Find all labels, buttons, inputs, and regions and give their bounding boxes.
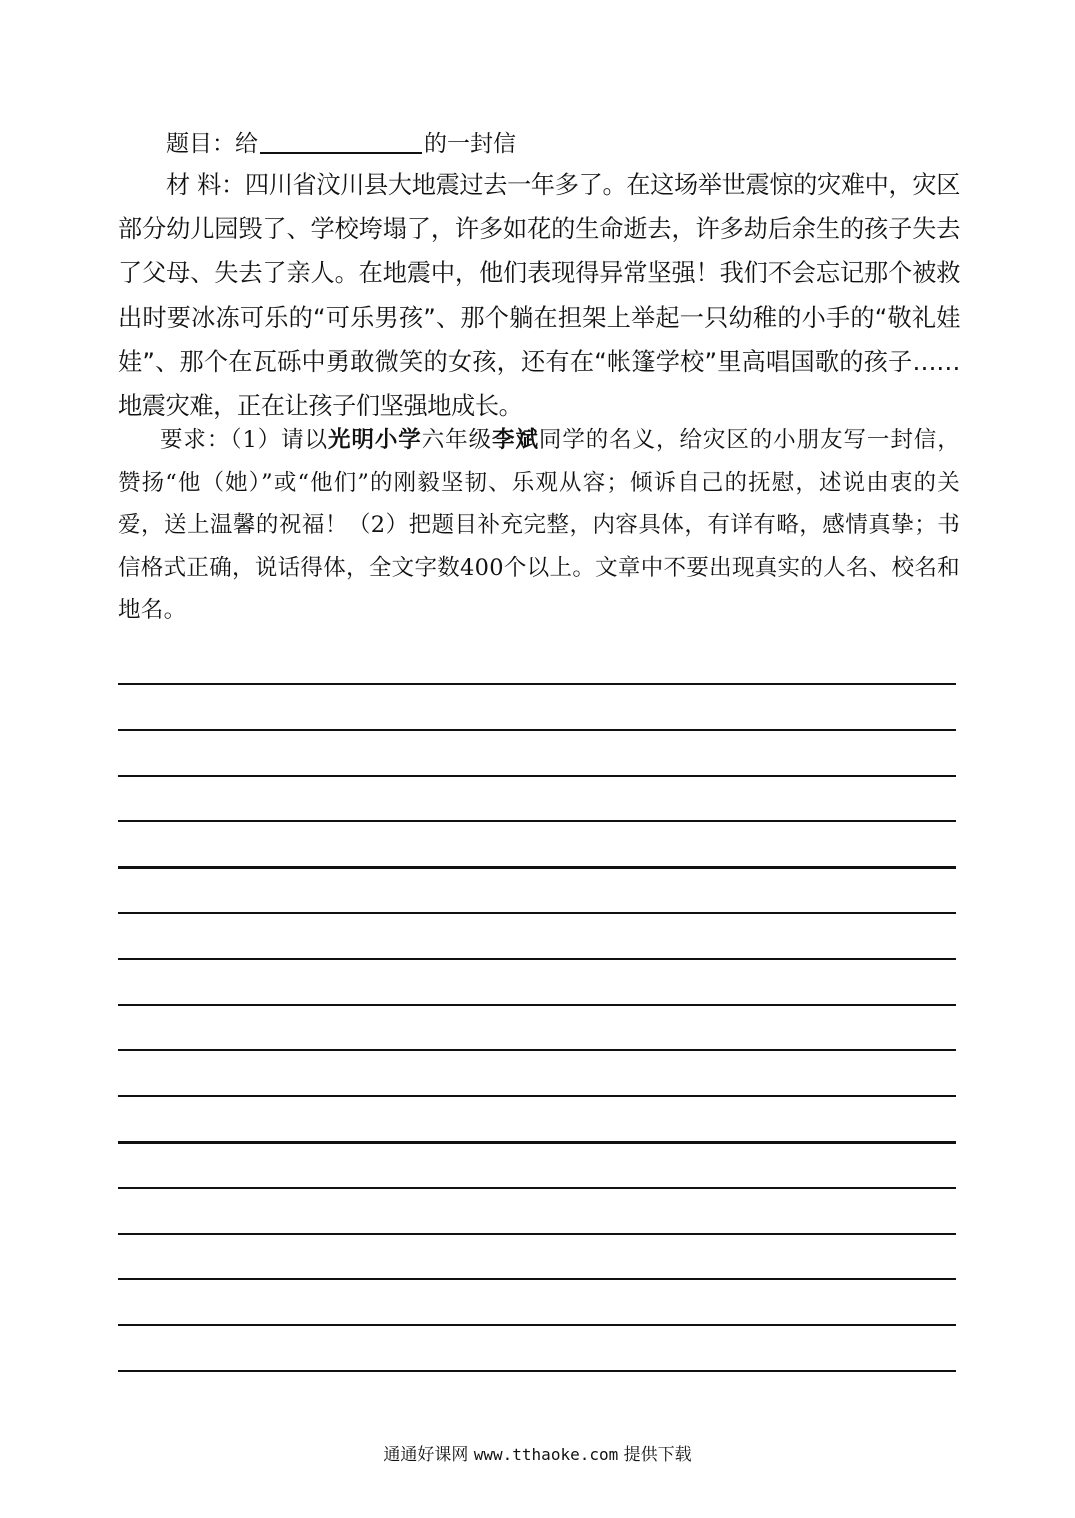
- footer-url: www.tthaoke.com: [473, 1445, 619, 1464]
- footer: [0, 1443, 1075, 1467]
- requirement-part2: 六年级: [421, 427, 493, 453]
- title-prefix: 题目：给: [166, 131, 258, 157]
- writing-line: [118, 820, 956, 822]
- writing-line: [118, 1095, 956, 1097]
- writing-line: [118, 912, 956, 914]
- writing-line: [118, 958, 956, 960]
- writing-line: [118, 1324, 956, 1326]
- requirement-paragraph: [118, 419, 960, 632]
- requirement-part3: 同学的名义，给灾区的小朋友写一封信，赞扬“他（她）”或“他们”的刚毅坚韧、乐观从容；倾诉自己的抚慰，述说由衷的关爱，送上温馨的祝福！（2）把题目补充完整，内容具体，有详有略，感情真挚；书信格式正确，说话得体，全文字数400个以上。文章中不要出现真实的人名、校名和地名。: [118, 427, 960, 623]
- writing-line: [118, 1049, 956, 1051]
- writing-line: [118, 1141, 956, 1144]
- footer-suffix: 提供下载: [623, 1445, 692, 1465]
- writing-line: [118, 1278, 956, 1280]
- material-text: 四川省汶川县大地震过去一年多了。在这场举世震惊的灾难中，灾区部分幼儿园毁了、学校垮塌了，许多如花的生命逝去，许多劫后余生的孩子失去了父母、失去了亲人。在地震中，他们表现得异常坚强！我们不会忘记那个被救出时要冰冻可乐的“可乐男孩”、那个躺在担架上举起一只幼稚的小手的“敬礼娃娃”、那个在瓦砾中勇敢微笑的女孩，还有在“帐篷学校”里高唱国歌的孩子……地震灾难，正在让孩子们坚强地成长。: [118, 171, 960, 421]
- student-name: 李斌: [492, 427, 539, 453]
- material-paragraph: [118, 163, 960, 428]
- writing-line: [118, 1004, 956, 1006]
- school-name: 光明小学: [328, 427, 422, 453]
- writing-line: [118, 775, 956, 777]
- material-label: 材 料：: [166, 171, 245, 199]
- footer-site-name: 通通好课网: [383, 1445, 469, 1465]
- writing-line: [118, 1187, 956, 1189]
- title-suffix: 的一封信: [424, 131, 516, 157]
- requirement-part1: 要求：（1）请以: [160, 427, 329, 453]
- writing-line: [118, 683, 956, 685]
- writing-line: [118, 866, 956, 869]
- title-blank: [260, 128, 422, 154]
- essay-title-line: [166, 128, 516, 160]
- writing-line: [118, 729, 956, 731]
- writing-line: [118, 1233, 956, 1235]
- writing-line: [118, 1370, 956, 1372]
